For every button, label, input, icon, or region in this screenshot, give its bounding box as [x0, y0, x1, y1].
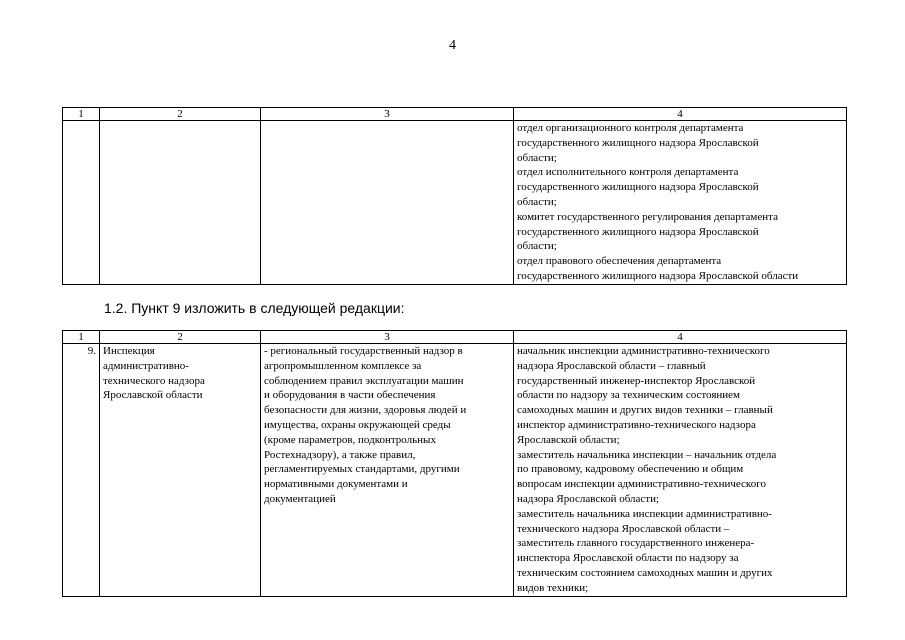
- text-line: Инспекция: [103, 345, 155, 357]
- table-row: [63, 344, 847, 597]
- text-line: надзора Ярославской области – главный: [517, 359, 706, 372]
- text-line: государственного жилищного надзора Ярославской: [517, 136, 759, 149]
- text-line: и оборудования в части обеспечения: [264, 389, 436, 402]
- units-cell: [514, 121, 847, 285]
- text-line: по правовому, кадровому обеспечению и общим: [517, 463, 744, 476]
- column-number-3: 3: [261, 331, 514, 344]
- text-line: инспектора Ярославской области по надзору за: [517, 552, 739, 565]
- text-line: технического надзора Ярославской области –: [517, 522, 730, 535]
- text-line: нормативными документами и: [264, 478, 408, 491]
- column-number-3: 3: [261, 108, 514, 121]
- text-line: заместитель главного государственного инженера-: [517, 537, 755, 550]
- text-line: надзора Ярославской области;: [517, 492, 660, 505]
- text-line: области по надзору за техническим состоянием: [517, 389, 741, 402]
- text-line: видов техники;: [517, 581, 589, 594]
- text-line: государственного жилищного надзора Ярославской: [517, 225, 759, 238]
- text-line: имущества, охраны окружающей среды: [264, 418, 451, 431]
- column-number-1: 1: [63, 108, 100, 121]
- column-number-1: 1: [63, 331, 100, 344]
- text-line: агропромышленном комплексе за: [264, 359, 422, 372]
- column-number-2: 2: [100, 108, 261, 121]
- text-line: области;: [517, 240, 557, 253]
- continued-table: [62, 107, 847, 285]
- row-number-cell: 9.: [63, 344, 100, 597]
- text-line: заместитель начальника инспекции – начальник отдела: [517, 448, 777, 461]
- text-line: Ярославской области: [103, 389, 203, 402]
- text-line: государственного жилищного надзора Ярославской: [517, 181, 759, 194]
- text-line: - региональный государственный надзор в: [264, 345, 463, 357]
- text-line: начальник инспекции административно-технического: [517, 345, 770, 357]
- body-name-cell: [100, 121, 261, 285]
- column-number-4: 4: [514, 108, 847, 121]
- functions-cell: [261, 121, 514, 285]
- text-line: области;: [517, 151, 557, 164]
- text-line: инспектор административно-технического надзора: [517, 418, 756, 431]
- text-line: регламентируемых стандартами, другими: [264, 463, 460, 476]
- functions-cell: [261, 344, 514, 597]
- text-line: документацией: [264, 492, 336, 505]
- text-line: безопасности для жизни, здоровья людей и: [264, 404, 467, 417]
- table-header-row: [63, 108, 847, 121]
- text-line: области;: [517, 195, 557, 208]
- officials-cell: [514, 344, 847, 597]
- text-line: соблюдением правил эксплуатации машин: [264, 374, 464, 387]
- table-row: [63, 121, 847, 285]
- text-line: Ростехнадзору), а также правил,: [264, 448, 416, 461]
- text-line: (кроме параметров, подконтрольных: [264, 433, 436, 446]
- table-header-row: [63, 331, 847, 344]
- text-line: административно-: [103, 359, 189, 372]
- text-line: отдел организационного контроля департамента: [517, 122, 744, 134]
- text-line: самоходных машин и других видов техники – главный: [517, 404, 773, 417]
- text-line: заместитель начальника инспекции административно-: [517, 507, 772, 520]
- text-line: государственного жилищного надзора Ярославской области: [517, 269, 799, 282]
- text-line: технического надзора: [103, 374, 205, 387]
- column-number-2: 2: [100, 331, 261, 344]
- text-line: техническим состоянием самоходных машин и других: [517, 566, 773, 579]
- text-line: вопросам инспекции административно-технического: [517, 478, 766, 491]
- column-number-4: 4: [514, 331, 847, 344]
- body-name-cell: [100, 344, 261, 597]
- text-line: государственный инженер-инспектор Ярославской: [517, 374, 756, 387]
- text-line: комитет государственного регулирования департамента: [517, 210, 778, 223]
- text-line: отдел правового обеспечения департамента: [517, 255, 722, 268]
- page-number: 4: [449, 38, 456, 53]
- amendment-paragraph: 1.2. Пункт 9 изложить в следующей редакции:: [104, 300, 405, 316]
- text-line: Ярославской области;: [517, 433, 620, 446]
- row-number-cell: [63, 121, 100, 285]
- text-line: отдел исполнительного контроля департамента: [517, 166, 739, 179]
- item-9-table: [62, 330, 847, 597]
